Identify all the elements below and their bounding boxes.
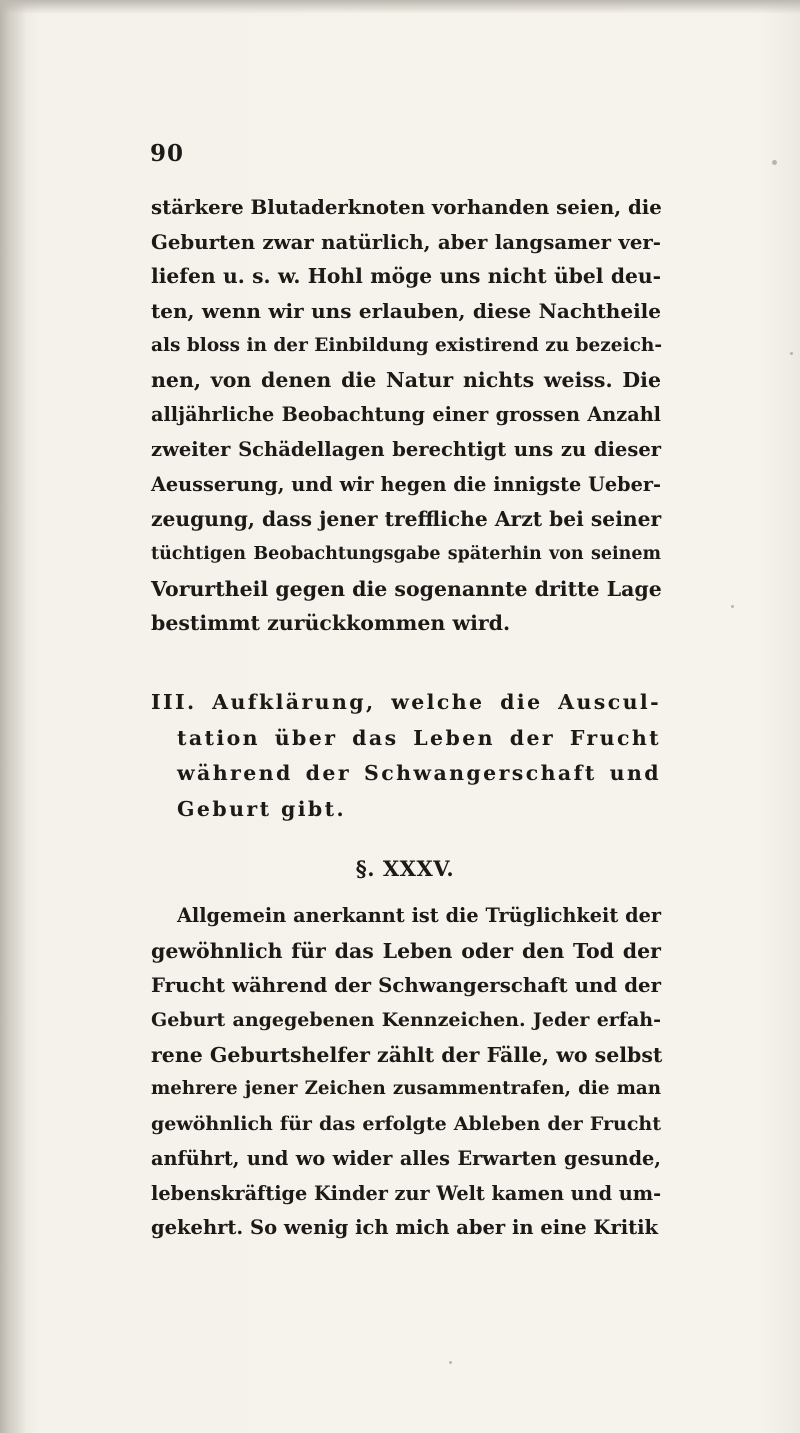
text-line: rene Geburtshelfer zählt der Fälle, wo selbst — [151, 1042, 663, 1067]
paper-speck — [772, 160, 777, 165]
chapter-heading — [151, 685, 661, 827]
heading-line: III. Aufklärung, welche die Auscul- — [151, 690, 661, 714]
page-binding-shadow — [0, 0, 26, 1433]
section-mark — [0, 856, 800, 881]
text-line: alljährliche Beobachtung einer grossen Anzahl — [151, 403, 661, 427]
paper-speck — [731, 605, 734, 608]
paragraph-2 — [151, 899, 661, 1246]
text-line: Geburten zwar natürlich, aber langsamer ver- — [151, 229, 661, 254]
text-line: Geburt angegebenen Kennzeichen. Jeder erfah- — [151, 1009, 661, 1032]
text-line: gewöhnlich für das Leben oder den Tod der — [151, 938, 661, 963]
text-line: Aeusserung, und wir hegen die innigste Ueber- — [151, 472, 661, 496]
heading-line: tation über das Leben der Frucht — [177, 725, 661, 750]
text-line: liefen u. s. w. Hohl möge uns nicht übel deu- — [151, 264, 661, 289]
text-line: mehrere jener Zeichen zusammentrafen, die man — [151, 1078, 661, 1100]
text-line: als bloss in der Einbildung existirend zu bezeich- — [151, 334, 662, 356]
text-line: gewöhnlich für das erfolgte Ableben der Frucht — [151, 1113, 661, 1136]
heading-line: während der Schwangerschaft und — [177, 761, 661, 785]
text-line: zweiter Schädellagen berechtigt uns zu dieser — [151, 437, 661, 461]
text-line: ten, wenn wir uns erlauben, diese Nachtheile — [151, 299, 661, 324]
paper-speck — [449, 1361, 452, 1364]
text-line: tüchtigen Beobachtungsgabe späterhin von seinem — [151, 543, 661, 564]
text-line: gekehrt. So wenig ich mich aber in eine Kritik — [151, 1216, 659, 1240]
text-line: nen, von denen die Natur nichts weiss. Die — [151, 368, 661, 393]
text-line: Frucht während der Schwangerschaft und der — [151, 973, 661, 998]
text-line: Vorurtheil gegen die sogenannte dritte Lage — [151, 576, 662, 601]
text-line: bestimmt zurückkommen wird. — [151, 611, 511, 636]
text-line: Allgemein anerkannt ist die Trüglichkeit der — [177, 904, 661, 927]
section-mark-text: §. XXXV. — [355, 856, 455, 881]
page-top-shadow — [0, 0, 800, 14]
text-line: lebenskräftige Kinder zur Welt kamen und um- — [151, 1181, 662, 1205]
heading-line: Geburt gibt. — [177, 796, 347, 821]
text-line: zeugung, dass jener treffliche Arzt bei seiner — [151, 507, 662, 532]
paper-speck — [790, 352, 793, 355]
text-line: stärkere Blutaderknoten vorhanden seien, die — [151, 195, 662, 219]
text-line: anführt, und wo wider alles Erwarten gesunde, — [151, 1146, 661, 1170]
paragraph-1 — [151, 190, 661, 641]
page-number: 90 — [150, 140, 185, 167]
